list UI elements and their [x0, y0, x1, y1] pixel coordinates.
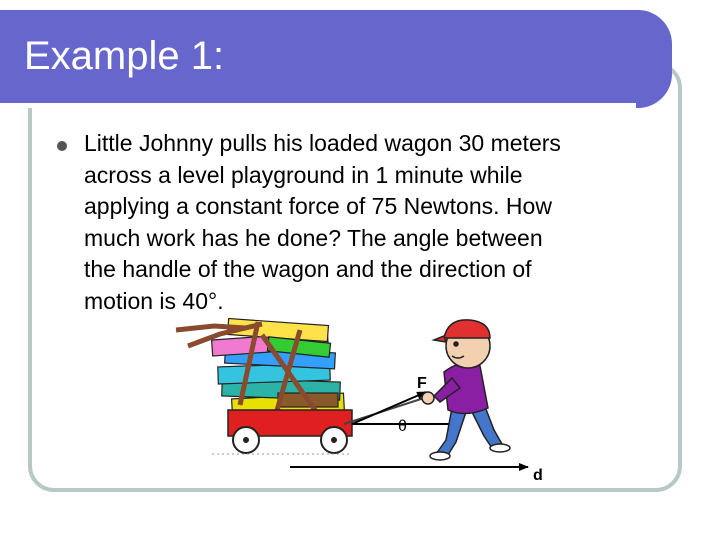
slide-title: Example 1: [24, 34, 225, 78]
boy-figure [422, 320, 510, 460]
force-label: F [417, 375, 427, 392]
angle-label: θ [398, 418, 407, 435]
problem-text: Little Johnny pulls his loaded wagon 30 meters across a level playground in 1 minute while applying a constant force of 75 Newtons. How much work has he done? The angle between the handle of the wagon and the direction of motion is 40°. [84, 130, 561, 314]
displacement-label: d [533, 467, 543, 484]
force-arrow [352, 392, 426, 424]
